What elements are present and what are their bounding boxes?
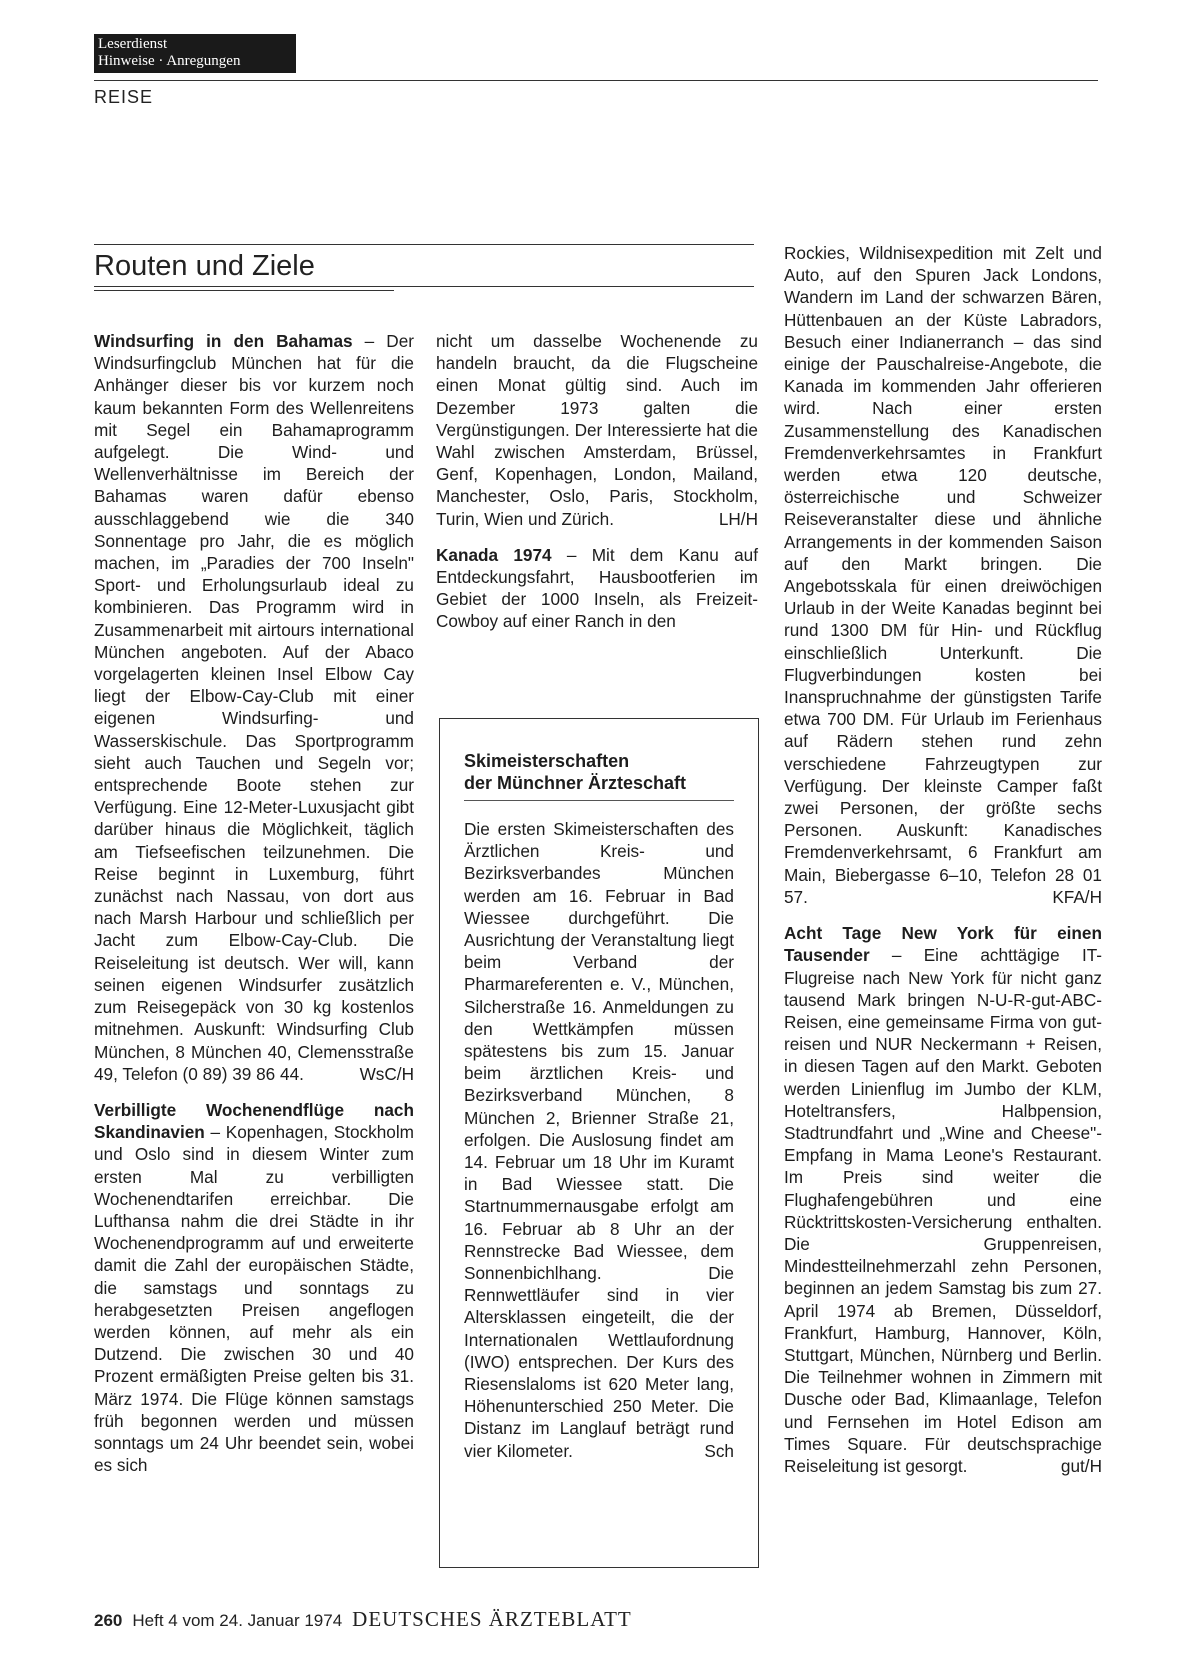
notice-heading (464, 750, 754, 794)
article-column-2 (436, 330, 758, 647)
notice-heading-line-2: der Münchner Ärzteschaft (464, 773, 687, 793)
article-heading: Windsurfing in den Bahamas (94, 331, 353, 351)
header-rule (94, 80, 1098, 81)
author-signature: Sch (704, 1440, 734, 1461)
author-signature: LH/H (718, 508, 758, 529)
article-heading: Verbilligte Wochenendflüge nach Skandinavien (94, 1099, 414, 1143)
author-signature: KFA/H (1052, 886, 1102, 907)
page-title: Routen und Ziele (94, 250, 315, 282)
article-body: – Mit dem Kanu auf Entdeckungsfahrt, Hausbootferien im Gebiet der 1000 Inseln, als Freizeit-Cowboy auf einer Ranch in den (436, 544, 758, 632)
author-signature: gut/H (1060, 1455, 1102, 1476)
article-windsurfing (94, 330, 414, 1085)
article-body: Rockies, Wildnisexpedition mit Zelt und Auto, auf den Spuren Jack Londons, Wandern im Land der schwarzen Bären, Hüttenbauen an der Küste Labradors, Besuch einer Indianerranch – das sind einige der Pauschalreise-Angebote, die Kanada im kommenden Jahr offerieren wird. Nach einer ersten Zusammenstellung des Kanadischen Fremdenverkehrsamtes in Frankfurt werden etwa 120 deutsche, österreichische und Schweizer Reiseveranstalter diese und ähnliche Arrangements in der kommenden Saison auf den Markt bringen. Die Angebotsskala für einen dreiwöchigen Urlaub in der Weite Kanadas beginnt bei rund 1300 DM für Hin- und Rückflug einschließlich Unterkunft. Die Flugverbindungen kosten bei Inanspruchnahme der günstigsten Tarife etwa 700 DM. Für Urlaub im Ferienhaus auf Rädern stehen rund zehn verschiedene Fahrzeugtypen zur Verfügung. Der kleinste Camper faßt zwei Personen, der größte sechs Personen. Auskunft: Kanadisches Fremdenverkehrsamt, 6 Frankfurt am Main, Biebergasse 6–10, Telefon 28 01 57. (784, 243, 1102, 907)
badge-line-2: Hinweise · Anregungen (98, 53, 241, 69)
article-skandinavien (94, 1099, 414, 1476)
article-heading: Acht Tage New York für einen Tausender (784, 923, 1102, 966)
journal-name: DEUTSCHES ÄRZTEBLATT (352, 1607, 632, 1631)
article-skandinavien-cont (436, 330, 758, 530)
page-footer (94, 1607, 632, 1632)
section-label: REISE (94, 87, 154, 107)
article-body: – Eine achttägige IT-Flugreise nach New York für nicht ganz tausend Mark bringen N-U-R-gut-ABC-Reisen, eine gemeinsame Firma von gut-reisen und NUR Neckermann + Reisen, in diesen Tagen auf den Markt. Geboten werden Linienflug im Jumbo der KLM, Hoteltransfers, Halbpension, Stadtrundfahrt und „Wine and Cheese"-Empfang in Mama Leone's Restaurant. Im Preis sind weiter die Flughafengebühren und eine Rücktrittskosten-Versicherung enthalten. Die Gruppenreisen, Mindestteilnehmerzahl zehn Personen, beginnen an jedem Samstag bis zum 27. April 1974 ab Bremen, Düsseldorf, Frankfurt, Hamburg, Hannover, Köln, Stuttgart, München, Nürnberg und Berlin. Die Teilnehmer wohnen in Zimmern mit Dusche oder Bad, Klimaanlage, Telefon und Fernsehen im Hotel Edison am Times Square. Für deutschsprachige Reiseleitung ist gesorgt. (784, 945, 1102, 1476)
notice-body (464, 818, 734, 1462)
section-badge (94, 34, 296, 73)
badge-line-1: Leserdienst (98, 36, 168, 52)
title-rule-top (94, 244, 754, 245)
title-rule-short (94, 290, 394, 291)
article-kanada-cont (784, 242, 1102, 908)
article-kanada (436, 544, 758, 633)
notice-heading-line-1: Skimeisterschaften (464, 751, 630, 771)
notice-text: Die ersten Skimeisterschaften des Ärztlichen Kreis- und Bezirksverbandes München werden am 16. Februar in Bad Wiessee durchgeführt. Die Ausrichtung der Veranstaltung liegt beim Verband der Pharmareferenten e. V., München, Silcherstraße 16. Anmeldungen zu den Wettkämpfen müssen spätestens bis zum 15. Januar beim ärztlichen Kreis- und Bezirksverband München, 8 München 2, Brienner Straße 21, erfolgen. Die Auslosung findet am 14. Februar um 18 Uhr im Kuramt in Bad Wiessee statt. Die Startnummernausgabe erfolgt am 16. Februar ab 8 Uhr an der Rennstrecke Bad Wiessee, dem Sonnenbichlhang. Die Rennwettläufer sind in vier Altersklassen eingeteilt, die der Internationalen Wettlaufordnung (IWO) entsprechen. Der Kurs des Riesenslaloms ist 620 Meter lang, Höhenunterschied 250 Meter. Die Distanz im Langlauf beträgt rund vier Kilometer. (464, 819, 734, 1461)
article-new-york (784, 922, 1102, 1477)
article-column-3 (784, 242, 1102, 1491)
issue-info: Heft 4 vom 24. Januar 1974 (132, 1611, 343, 1630)
title-rule-bottom (94, 286, 754, 287)
article-body: – Kopenhagen, Stockholm und Oslo sind in diesem Winter zum ersten Mal zu verbilligten Wochenendtarifen erreichbar. Die Lufthansa nahm die drei Städte in ihr Wochenendprogramm auf und erweiterte damit die Zahl der europäischen Städte, die samstags und sonntags zu herabgesetzten Preisen angeflogen werden können, auf mehr als ein Dutzend. Die zwischen 30 und 40 Prozent ermäßigten Preise gelten bis 31. März 1974. Die Flüge können samstags früh begonnen werden und müssen sonntags um 24 Uhr beendet sein, wobei es sich (94, 1122, 414, 1476)
article-body: nicht um dasselbe Wochenende zu handeln braucht, da die Flugscheine einen Monat gültig sind. Auch im Dezember 1973 galten die Vergünstigungen. Der Interessierte hat die Wahl zwischen Amsterdam, Brüssel, Genf, Kopenhagen, London, Mailand, Manchester, Oslo, Paris, Stockholm, Turin, Wien und Zürich. (436, 331, 758, 529)
article-body: – Der Windsurfingclub München hat für die Anhänger dieser bis vor kurzem noch kaum bekannten Form des Wellenreitens mit Segel ein Bahamaprogramm aufgelegt. Die Wind- und Wellenverhältnisse im Bereich der Bahamas waren dafür ebenso ausschlaggebend wie die 340 Sonnentage pro Jahr, die es möglich machen, im „Paradies der 700 Inseln" Sport- und Erholungsurlaub ideal zu kombinieren. Das Programm wird in Zusammenarbeit mit airtours international München angeboten. Auf der Abaco vorgelagerten kleinen Insel Elbow Cay liegt der Elbow-Cay-Club mit einer eigenen Windsurfing- und Wasserskischule. Das Sportprogramm sieht auch Tauchen und Segeln vor; entsprechende Boote stehen zur Verfügung. Eine 12-Meter-Luxusjacht gibt darüber hinaus die Möglichkeit, täglich am Tiefseefischen teilzunehmen. Die Reise beginnt in Luxemburg, führt zunächst nach Nassau, von dort aus nach Marsh Harbour und schließlich per Jacht zum Elbow-Cay-Club. Die Reiseleitung ist deutsch. Wer will, kann seinen eigenen Windsurfer zusätzlich zum Reisegepäck von 30 kg kostenlos mitnehmen. Auskunft: Windsurfing Club München, 8 München 40, Clemensstraße 49, Telefon (0 89) 39 86 44. (94, 331, 414, 1084)
article-column-1 (94, 330, 414, 1490)
author-signature: WsC/H (359, 1063, 414, 1084)
notice-rule (464, 800, 734, 801)
page-number: 260 (94, 1611, 123, 1630)
article-heading: Kanada 1974 (436, 544, 552, 565)
